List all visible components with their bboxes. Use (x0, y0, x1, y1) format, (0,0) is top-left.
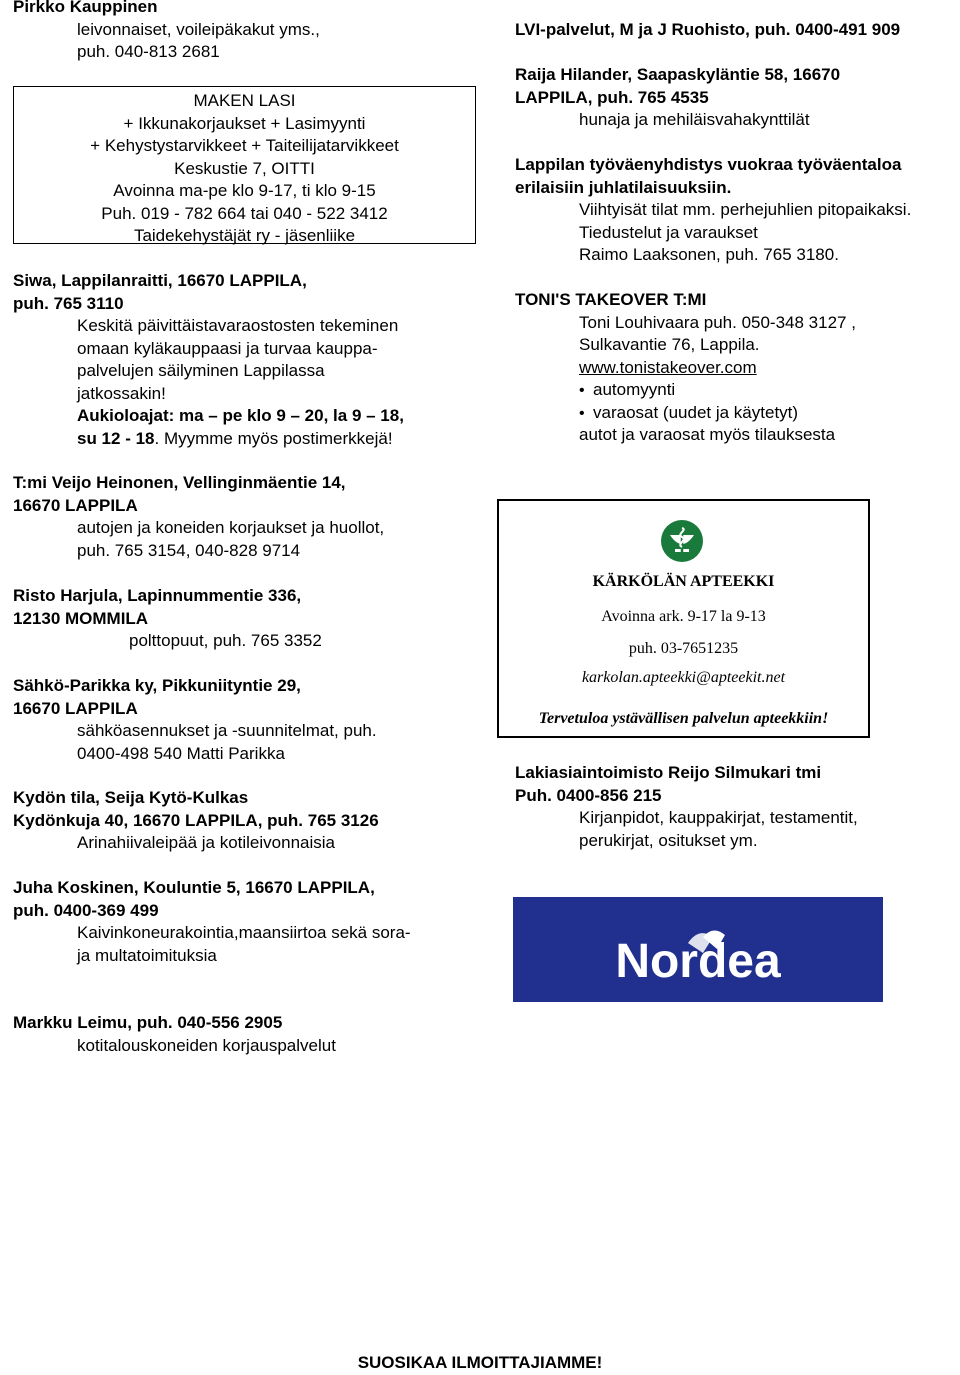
advertiser-phone: LAPPILA, puh. 765 4535 (515, 87, 709, 107)
ad-description: Viihtyisät tilat mm. perhejuhlien pitopaikaksi. (579, 200, 912, 219)
ad-apteekki-box (497, 499, 870, 738)
website-link[interactable]: www.tonistakeover.com (579, 357, 757, 377)
ad-note: . Myymme myös postimerkkejä! (154, 428, 393, 448)
ad-phone: puh. 040-813 2681 (77, 42, 220, 61)
ad-line: + Kehystystarvikkeet + Taiteilijatarvikkeet (90, 136, 399, 155)
ad-description: jatkossakin! (77, 383, 166, 403)
advertiser-address: 12130 MOMMILA (13, 608, 149, 628)
ad-kauppinen (13, 0, 320, 64)
ad-line: MAKEN LASI (193, 91, 296, 110)
ad-maken-lasi-box (13, 86, 476, 244)
ad-heinonen (13, 472, 384, 562)
ad-description: ja multatoimituksia (77, 945, 217, 965)
pharmacy-logo-icon (660, 519, 704, 563)
advertiser-name: TONI'S TAKEOVER T:MI (515, 290, 707, 309)
ad-lvi-palvelut (515, 19, 900, 42)
advertiser-address: Kydönkuja 40, 16670 LAPPILA, puh. 765 3126 (13, 810, 379, 830)
advertiser-name: Markku Leimu, puh. 040-556 2905 (13, 1013, 283, 1032)
advertiser-phone: Puh. 0400-856 215 (515, 785, 662, 805)
opening-hours: Avoinna ark. 9-17 la 9-13 (601, 608, 766, 625)
advertiser-name: Juha Koskinen, Kouluntie 5, 16670 LAPPILA, (13, 878, 375, 897)
advertiser-tagline: erilaisiin juhlatilaisuuksiin. (515, 177, 732, 197)
advertiser-name: Risto Harjula, Lapinnummentie 336, (13, 586, 302, 605)
ad-description: Tiedustelut ja varaukset (579, 222, 758, 242)
ad-siwa (13, 270, 404, 450)
nordea-logo (513, 897, 883, 1002)
footer-slogan (0, 1352, 960, 1375)
opening-hours-sunday: su 12 - 18 (77, 428, 155, 448)
advertiser-name: LVI-palvelut, M ja J Ruohisto, puh. 0400-491 909 (515, 20, 901, 39)
ad-harjula (13, 585, 322, 653)
ad-contact: Raimo Laaksonen, puh. 765 3180. (579, 245, 839, 264)
advertiser-phone: puh. 765 3110 (13, 293, 124, 313)
advertiser-phone: puh. 0400-369 499 (13, 900, 159, 920)
ad-description: Kirjanpidot, kauppakirjat, testamentit, (579, 808, 858, 827)
advertiser-name: Raija Hilander, Saapaskyläntie 58, 16670 (515, 65, 841, 84)
ad-line: Avoinna ma-pe klo 9-17, ti klo 9-15 (113, 181, 376, 200)
advertiser-name: Lappilan työväenyhdistys vuokraa työväentaloa (515, 155, 902, 174)
ad-tonis-takeover (515, 289, 856, 447)
advertiser-name: Kydön tila, Seija Kytö-Kulkas (13, 788, 249, 807)
ad-parikka (13, 675, 377, 765)
pharmacy-phone: puh. 03-7651235 (628, 640, 739, 657)
ad-line: + Ikkunakorjaukset + Lasimyynti (123, 113, 366, 133)
ad-tyovaenyhdistys (515, 154, 911, 267)
ad-description: leivonnaiset, voileipäkakut yms., (77, 19, 320, 39)
nordea-wordmark-icon (513, 897, 883, 1002)
ad-line: Taidekehystäjät ry - jäsenliike (133, 226, 356, 245)
ad-description: sähköasennukset ja -suunnitelmat, puh. (77, 721, 377, 740)
ad-description: Keskitä päivittäistavaraostosten tekeminen (77, 316, 399, 335)
advertiser-name: Sähkö-Parikka ky, Pikkuniityntie 29, (13, 676, 301, 695)
ad-koskinen (13, 877, 411, 967)
welcome-message: Tervetuloa ystävällisen palvelun apteekkiin! (538, 710, 829, 727)
ad-description: omaan kyläkauppaasi ja turvaa kauppa- (77, 338, 378, 358)
ad-description: polttopuut, puh. 765 3352 (129, 631, 322, 650)
ad-description: Arinahiivaleipää ja kotileivonnaisia (77, 833, 335, 852)
advertiser-name: Lakiasiaintoimisto Reijo Silmukari tmi (515, 763, 822, 782)
ad-kydon-tila (13, 787, 379, 855)
ad-description: autot ja varaosat myös tilauksesta (579, 425, 836, 444)
advertiser-address: 16670 LAPPILA (13, 698, 138, 718)
bullet-item: • automyynti (579, 380, 675, 399)
advertiser-name: Pirkko Kauppinen (13, 0, 158, 16)
ad-description: hunaja ja mehiläisvahakynttilät (579, 110, 810, 129)
ad-line: Puh. 019 - 782 664 tai 040 - 522 3412 (101, 203, 388, 223)
ad-description: autojen ja koneiden korjaukset ja huollot, (77, 518, 385, 537)
pharmacy-email: karkolan.apteekki@apteekit.net (581, 669, 786, 686)
ad-description: palvelujen säilyminen Lappilassa (77, 361, 325, 380)
advertiser-name: Siwa, Lappilanraitti, 16670 LAPPILA, (13, 271, 307, 290)
opening-hours: Aukioloajat: ma – pe klo 9 – 20, la 9 – 18, (77, 406, 404, 425)
advertiser-address: Sulkavantie 76, Lappila. (579, 335, 760, 354)
ad-leimu (13, 1012, 336, 1057)
ad-contact: Toni Louhivaara puh. 050-348 3127 , (579, 312, 856, 332)
ad-description: kotitalouskoneiden korjauspalvelut (77, 1035, 336, 1055)
footer-text: SUOSIKAA ILMOITTAJIAMME! (357, 1353, 603, 1372)
ad-phone: 0400-498 540 Matti Parikka (77, 743, 285, 763)
ad-description: Kaivinkoneurakointia,maansiirtoa sekä sora- (77, 923, 411, 942)
nordea-logo-text: Nordea (615, 935, 781, 988)
opening-hours-2 (13, 428, 404, 451)
ad-silmukari (515, 762, 858, 852)
ad-description: perukirjat, ositukset ym. (579, 830, 758, 850)
pharmacy-name: KÄRKÖLÄN APTEEKKI (592, 573, 775, 590)
ad-phone: puh. 765 3154, 040-828 9714 (77, 540, 301, 560)
bullet-item: • varaosat (uudet ja käytetyt) (579, 403, 798, 422)
ad-line: Keskustie 7, OITTI (174, 158, 315, 178)
ad-hilander (515, 64, 840, 132)
advertiser-address: 16670 LAPPILA (13, 495, 138, 515)
advertiser-name: T:mi Veijo Heinonen, Vellinginmäentie 14, (13, 473, 346, 492)
